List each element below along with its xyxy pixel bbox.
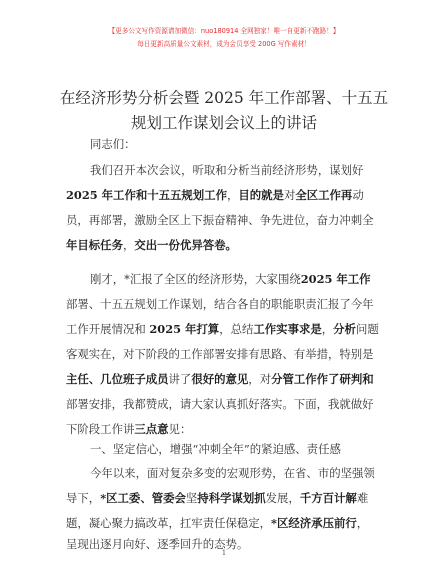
emphasis-text: 三点意 [134, 422, 169, 436]
page-number: 1 [221, 549, 227, 557]
paragraph-2-line-3 [66, 321, 379, 337]
emphasis-text: 2025 年工作和十五五规划工作 [66, 188, 227, 202]
text-run: 导下， [66, 491, 101, 505]
text-run: 发展 [265, 491, 289, 505]
emphasis-text: 2025 年工作 [300, 272, 371, 286]
text-run: ， [288, 491, 300, 505]
text-run: 动 [352, 188, 364, 202]
text-run: 下阶段工作讲 [66, 422, 135, 436]
emphasis-text: 年目标任务 [66, 238, 123, 252]
document-title-line-1: 在经济形势分析会暨 2025 年工作部署、十五五 [59, 89, 389, 107]
text-run: 讲了 [168, 372, 192, 386]
text-run: 刚才，*汇报了全区的经济形势，大家围绕 [90, 272, 301, 286]
paragraph-1-line-1: 我们召开本次会议，听取和分析当前经济形势，谋划好 [90, 163, 364, 177]
text-run: ， [122, 238, 135, 252]
document-title-line-2: 规划工作谋划会议上的讲话 [130, 114, 317, 132]
text-run: ， [356, 516, 369, 530]
paragraph-2-line-7 [66, 421, 191, 437]
paragraph-3-line-1: 今年以来，面对复杂多变的宏观形势，在省、市的坚强领 [90, 466, 375, 480]
emphasis-text: 千方百计解 [299, 491, 357, 505]
paragraph-3-line-2 [66, 490, 368, 506]
paragraph-3-line-3 [66, 515, 368, 531]
paragraph-2-line-5 [66, 371, 374, 387]
emphasis-text: 目的就是 [238, 188, 284, 202]
emphasis-text: 分析 [333, 322, 356, 336]
text-run: 坚 [185, 491, 198, 505]
emphasis-text: 交出一份优异答卷。 [134, 238, 237, 252]
emphasis-text: 2025 年打算 [149, 322, 220, 336]
text-run: 题，凝心聚力搞改革，扛牢责任保稳定， [66, 516, 272, 530]
emphasis-text: *区工委、管委会 [100, 491, 186, 505]
paragraph-1-line-4 [66, 237, 237, 253]
promo-banner-line-1: 【更多公文写作资源请加微信：nuo180914 全网独家！唯一自更新不跑路！】 [108, 27, 340, 35]
text-run: 工作开展情况和 [66, 322, 150, 336]
section-heading-1: 一、坚定信心，增强“冲刺全年”的紧迫感、责任感 [90, 442, 341, 456]
emphasis-text: *区经济承压前行 [271, 516, 357, 530]
emphasis-text: 主任、几位班子成员 [66, 372, 169, 386]
text-run: 见： [168, 422, 192, 436]
text-run: 难 [356, 491, 369, 505]
promo-banner-line-2: 每日更新高质量公文素材，成为会员享受 200G 写作素材！ [137, 40, 311, 48]
text-run: 对 [283, 188, 296, 202]
emphasis-text: 工作实事求是 [253, 322, 322, 336]
text-run: ，总结 [219, 322, 254, 336]
paragraph-2-line-2: 部署、十五五规划工作谋划，结合各自的职能职责汇报了今年 [66, 297, 374, 311]
text-run: ， [321, 322, 334, 336]
paragraph-3-line-4: 呈现出逐月向好、逐季回升的态势。 [66, 537, 249, 551]
text-run: 问题 [355, 322, 379, 336]
paragraph-1-line-3: 员，再部署，激励全区上下振奋精神、争先进位，奋力冲刺全 [66, 213, 374, 227]
paragraph-1-line-2 [66, 187, 364, 203]
paragraph-2-line-6: 部署安排，我都赞成，请大家认真抓好落实。下面，我就做好 [66, 397, 374, 411]
emphasis-text: 很好的意见 [191, 372, 249, 386]
text-run: ， [226, 188, 239, 202]
emphasis-text: 持科学谋划抓 [197, 491, 266, 505]
emphasis-text: 分管工作作了研判和 [271, 372, 374, 386]
greeting: 同志们： [90, 137, 136, 151]
paragraph-2-line-1 [90, 271, 371, 287]
emphasis-text: 全区工作再 [295, 188, 353, 202]
paragraph-2-line-4: 客观实在，对下阶段的工作部署安排有思路、有举措，特别是 [66, 347, 374, 361]
text-run: ，对 [248, 372, 272, 386]
